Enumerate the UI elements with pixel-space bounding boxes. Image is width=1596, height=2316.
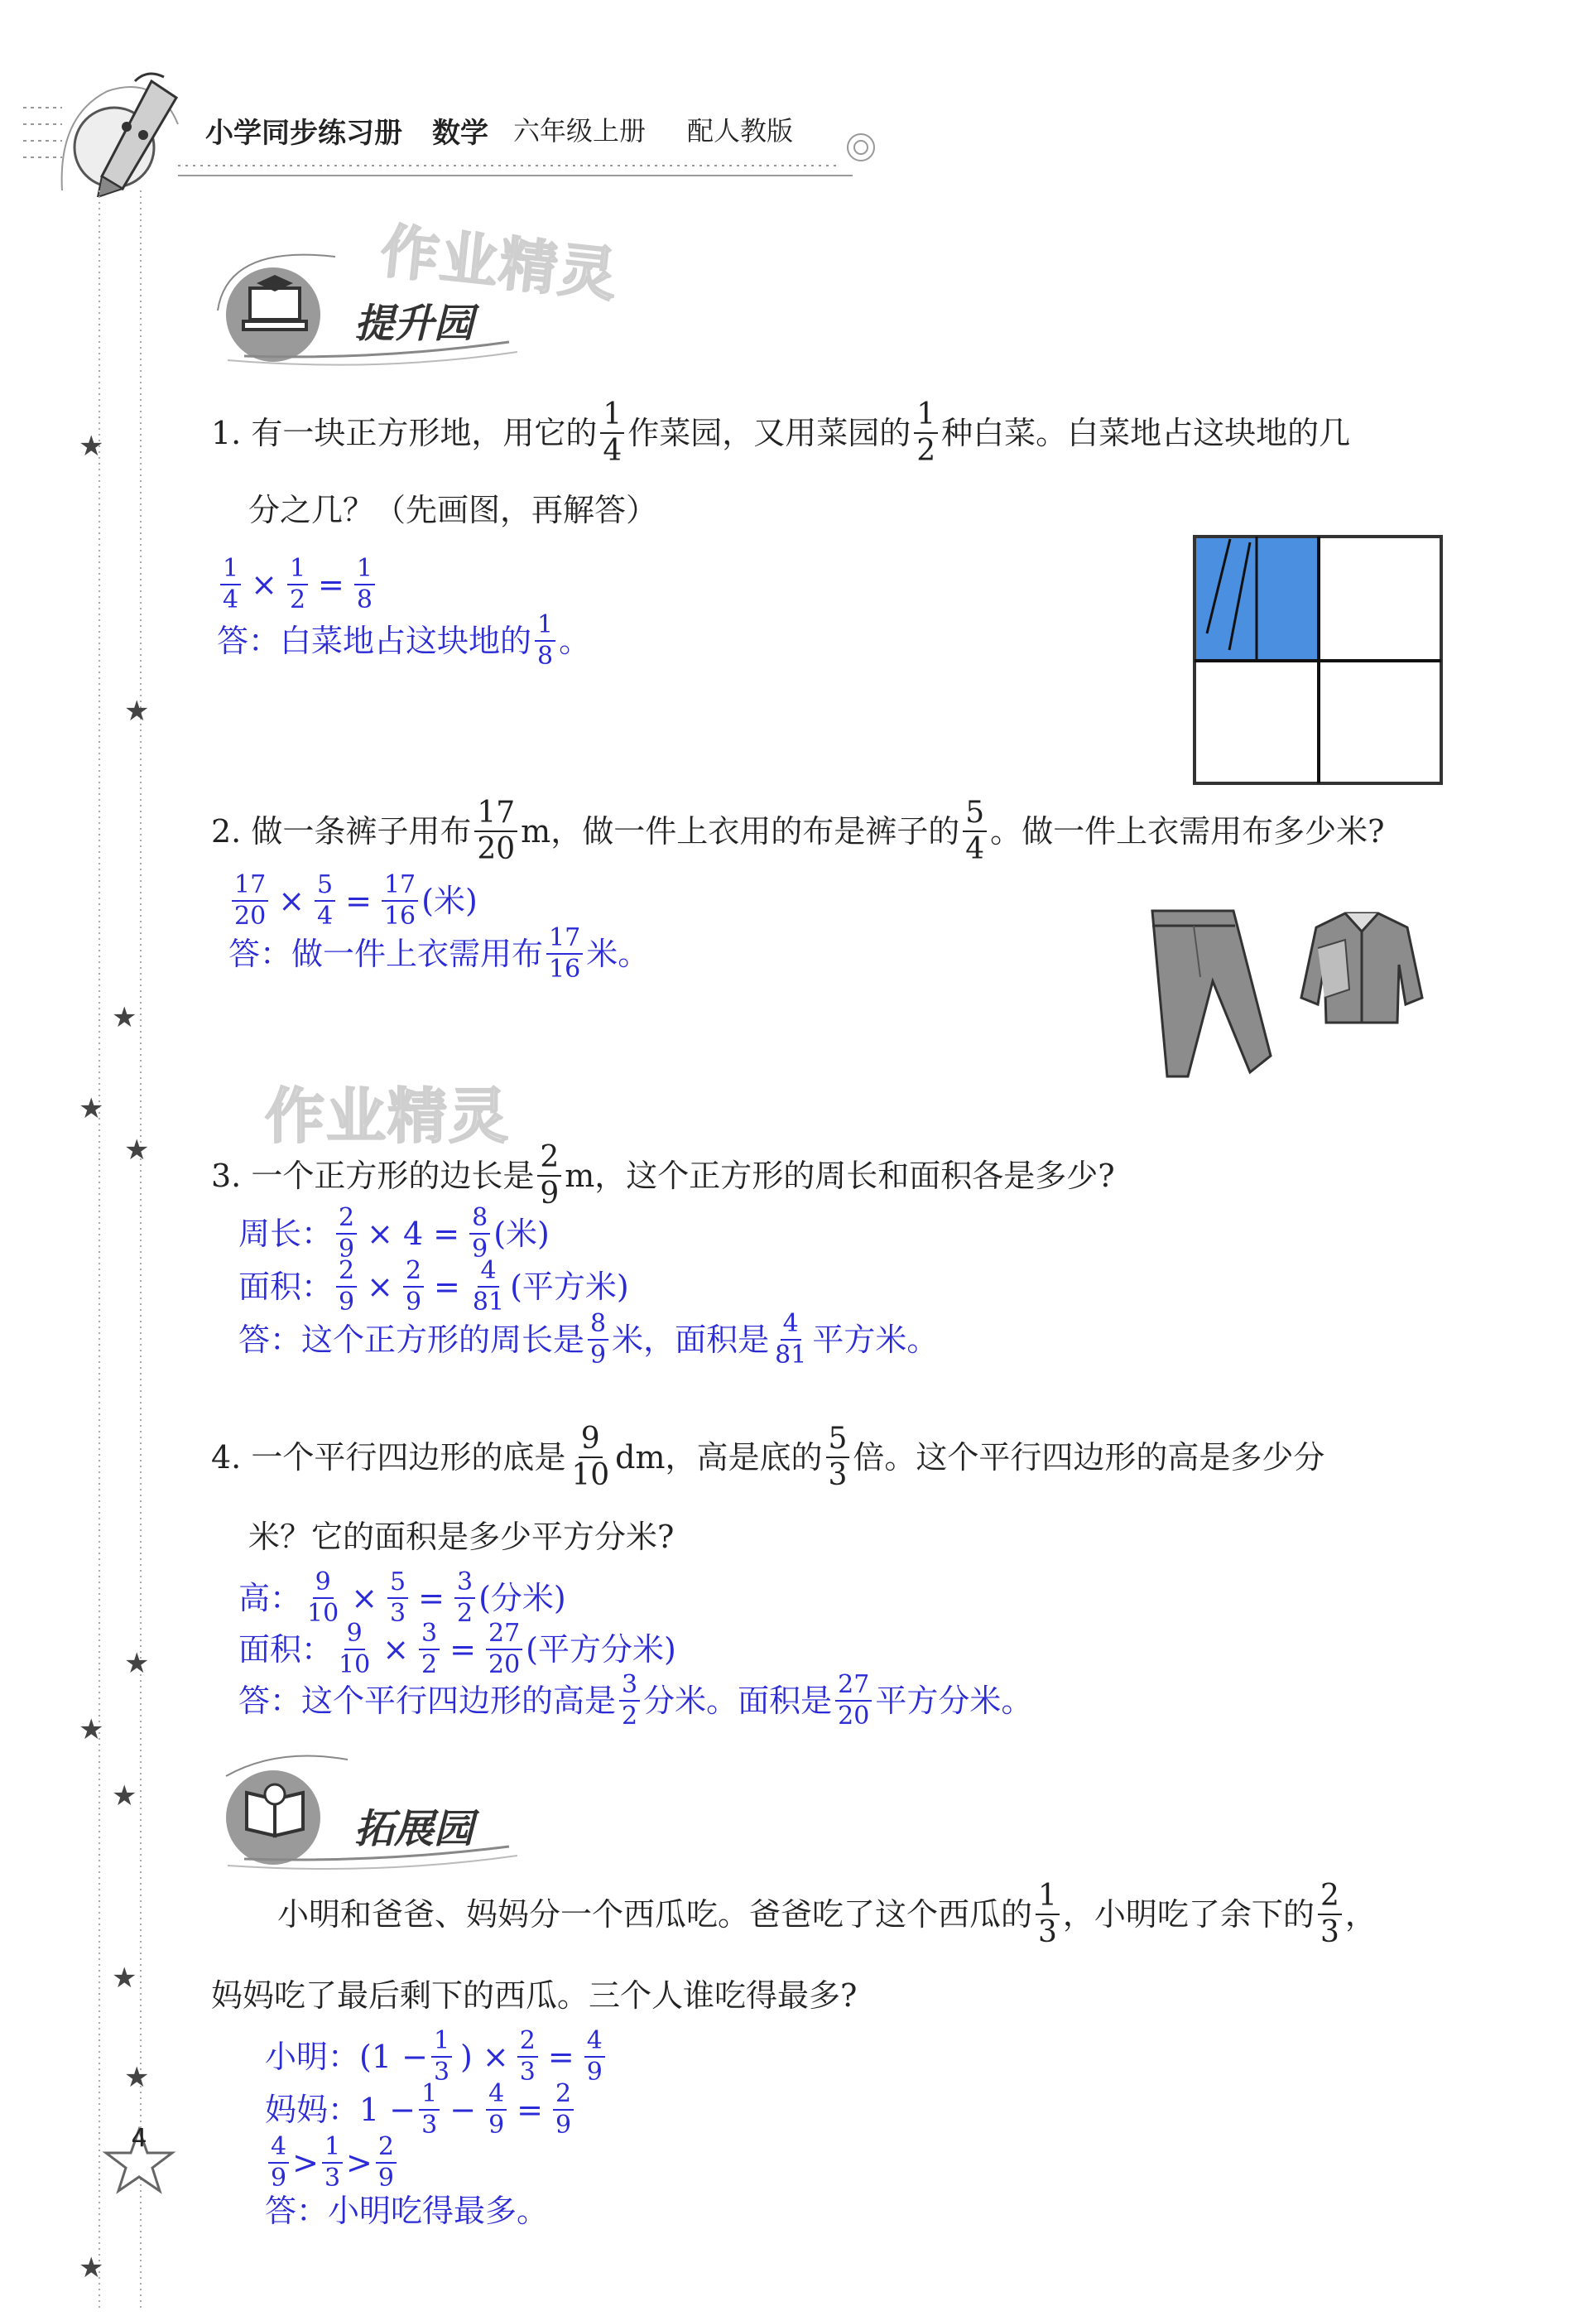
svg-text:★: ★ bbox=[79, 1713, 104, 1746]
header-book-title: 小学同步练习册 bbox=[205, 117, 402, 150]
header-grade: 六年级上册 bbox=[513, 115, 647, 147]
extend-answer-compare: $\frac{4}{9}$ > $\frac{1}{3}$ > $\frac{2}{9}$ bbox=[265, 2133, 400, 2193]
svg-text:★: ★ bbox=[112, 1001, 137, 1034]
answer-4-height: 高： $\frac{9}{10}$ × $\frac{5}{3}$ = $\frac{3}{2}$ (分米) bbox=[238, 1567, 566, 1628]
svg-text:★: ★ bbox=[124, 1134, 150, 1167]
square-field-diagram bbox=[1192, 534, 1449, 791]
trousers-icon bbox=[1142, 903, 1275, 1085]
svg-text:★: ★ bbox=[124, 1647, 150, 1680]
svg-text:★: ★ bbox=[112, 1962, 137, 1995]
answer-2-calc: $\frac{17}{20}$ × $\frac{5}{4}$ = $\frac{17}{16}$ (米) bbox=[228, 871, 478, 931]
answer-3-text: 答：这个正方形的周长是 $\frac{8}{9}$ 米，面积是 $\frac{4}{81}$ 平方米。 bbox=[238, 1309, 939, 1370]
svg-text:★: ★ bbox=[124, 2061, 150, 2094]
answer-3-perimeter: 周长： $\frac{2}{9}$ × 4 = $\frac{8}{9}$ (米) bbox=[238, 1203, 550, 1264]
svg-text:★: ★ bbox=[112, 1779, 137, 1813]
fraction: $\frac{1}{4}$ bbox=[600, 400, 624, 466]
pencil-mascot-icon bbox=[65, 65, 189, 197]
header-edition: 配人教版 bbox=[687, 115, 794, 147]
extend-answer-xiaoming: 小明： (1 − $\frac{1}{3}$ ) × $\frac{2}{3}$ = $\frac{4}{9}$ bbox=[265, 2027, 608, 2087]
extend-question-line-1: 小明和爸爸、妈妈分一个西瓜吃。爸爸吃了这个西瓜的 $\frac{1}{3}$ ，小明吃了余下的 $\frac{2}{3}$ ， bbox=[277, 1879, 1377, 1949]
section-title-extend: 拓展园 bbox=[354, 1806, 474, 1852]
extend-question-line-2: 妈妈吃了最后剩下的西瓜。三个人谁吃得最多? bbox=[211, 1977, 858, 2014]
question-1-line-1: 1. 有一块正方形地，用它的 $\frac{1}{4}$ 作菜园，又用菜园的 $\frac{1}{2}$ 种白菜。白菜地占这块地的几 bbox=[211, 397, 1351, 468]
svg-text:★: ★ bbox=[79, 1092, 104, 1125]
watermark-middle: 作业精灵 bbox=[265, 1081, 511, 1151]
extend-answer-text: 答：小明吃得最多。 bbox=[265, 2193, 549, 2229]
svg-text:★: ★ bbox=[124, 695, 150, 728]
answer-4-text: 答：这个平行四边形的高是 $\frac{3}{2}$ 分米。面积是 $\frac{27}{20}$ 平方分米。 bbox=[238, 1670, 1033, 1731]
answer-4-area: 面积： $\frac{9}{10}$ × $\frac{3}{2}$ = $\frac{27}{20}$ (平方分米) bbox=[238, 1619, 676, 1679]
answer-2-text: 答：做一件上衣需用布 $\frac{17}{16}$ 米。 bbox=[228, 923, 650, 984]
section-title-improve: 提升园 bbox=[354, 301, 474, 347]
laptop-graduation-icon bbox=[238, 273, 313, 339]
question-1-line-2: 分之几？（先画图，再解答） bbox=[248, 492, 658, 528]
question-4-line-1: 4. 一个平行四边形的底是 $\frac{9}{10}$ dm，高是底的 $\frac{5}{3}$ 倍。这个平行四边形的高是多少分 bbox=[211, 1422, 1325, 1492]
fraction: $\frac{1}{2}$ bbox=[914, 400, 938, 466]
header-decoration bbox=[0, 0, 1596, 215]
extend-answer-mama: 妈妈： 1 − $\frac{1}{3}$ − $\frac{4}{9}$ = $\frac{2}{9}$ bbox=[265, 2080, 577, 2140]
jacket-icon bbox=[1300, 907, 1424, 1031]
book-lightbulb-icon bbox=[240, 1776, 315, 1842]
question-4-line-2: 米？它的面积是多少平方分米? bbox=[248, 1519, 675, 1555]
answer-3-area: 面积： $\frac{2}{9}$ × $\frac{2}{9}$ = $\frac{4}{81}$ (平方米) bbox=[238, 1256, 629, 1317]
margin-stars-decoration bbox=[0, 190, 190, 2316]
svg-text:★: ★ bbox=[79, 2251, 104, 2285]
page-number: 4 bbox=[131, 2124, 147, 2153]
answer-1-text: 答：白菜地占这块地的 $\frac{1}{8}$ 。 bbox=[217, 610, 591, 671]
question-3-line-1: 3. 一个正方形的边长是 $\frac{2}{9}$ m，这个正方形的周长和面积各是多少? bbox=[211, 1140, 1115, 1211]
svg-text:★: ★ bbox=[79, 430, 104, 463]
watermark-top: 作业精灵 bbox=[377, 217, 622, 310]
answer-1-calc: $\frac{1}{4}$ × $\frac{1}{2}$ = $\frac{1}{8}$ bbox=[217, 555, 378, 614]
header-subject: 数学 bbox=[432, 117, 488, 150]
question-2-line-1: 2. 做一条裤子用布 $\frac{17}{20}$ m，做一件上衣用的布是裤子的 $\frac{5}{4}$ 。做一件上衣需用布多少米? bbox=[211, 796, 1385, 866]
